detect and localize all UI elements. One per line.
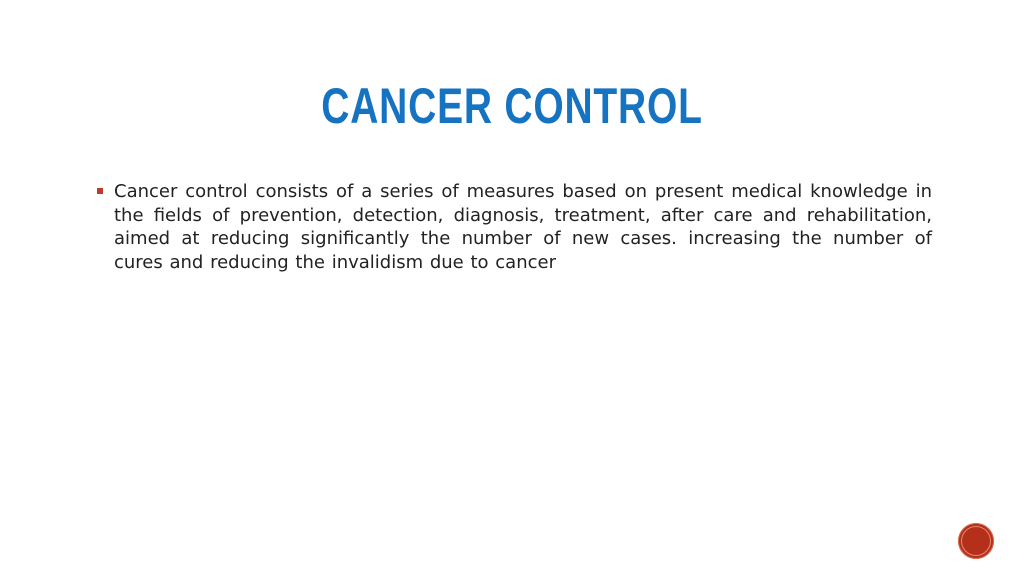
slide-title: CANCER CONTROL bbox=[321, 78, 703, 134]
bullet-item bbox=[96, 180, 932, 274]
bullet-text: Cancer control consists of a series of measures based on present medical knowledge in the fields of prevention, detection, diagnosis, treatment, after care and rehabilitation, aimed at reducing significantly the number of new cases. increasing the number of cures and reducing the invalidism due to cancer bbox=[114, 181, 932, 273]
slide-content bbox=[96, 180, 932, 274]
page-number-badge bbox=[958, 523, 994, 559]
badge-ring bbox=[961, 526, 991, 556]
square-bullet-icon bbox=[97, 188, 103, 194]
